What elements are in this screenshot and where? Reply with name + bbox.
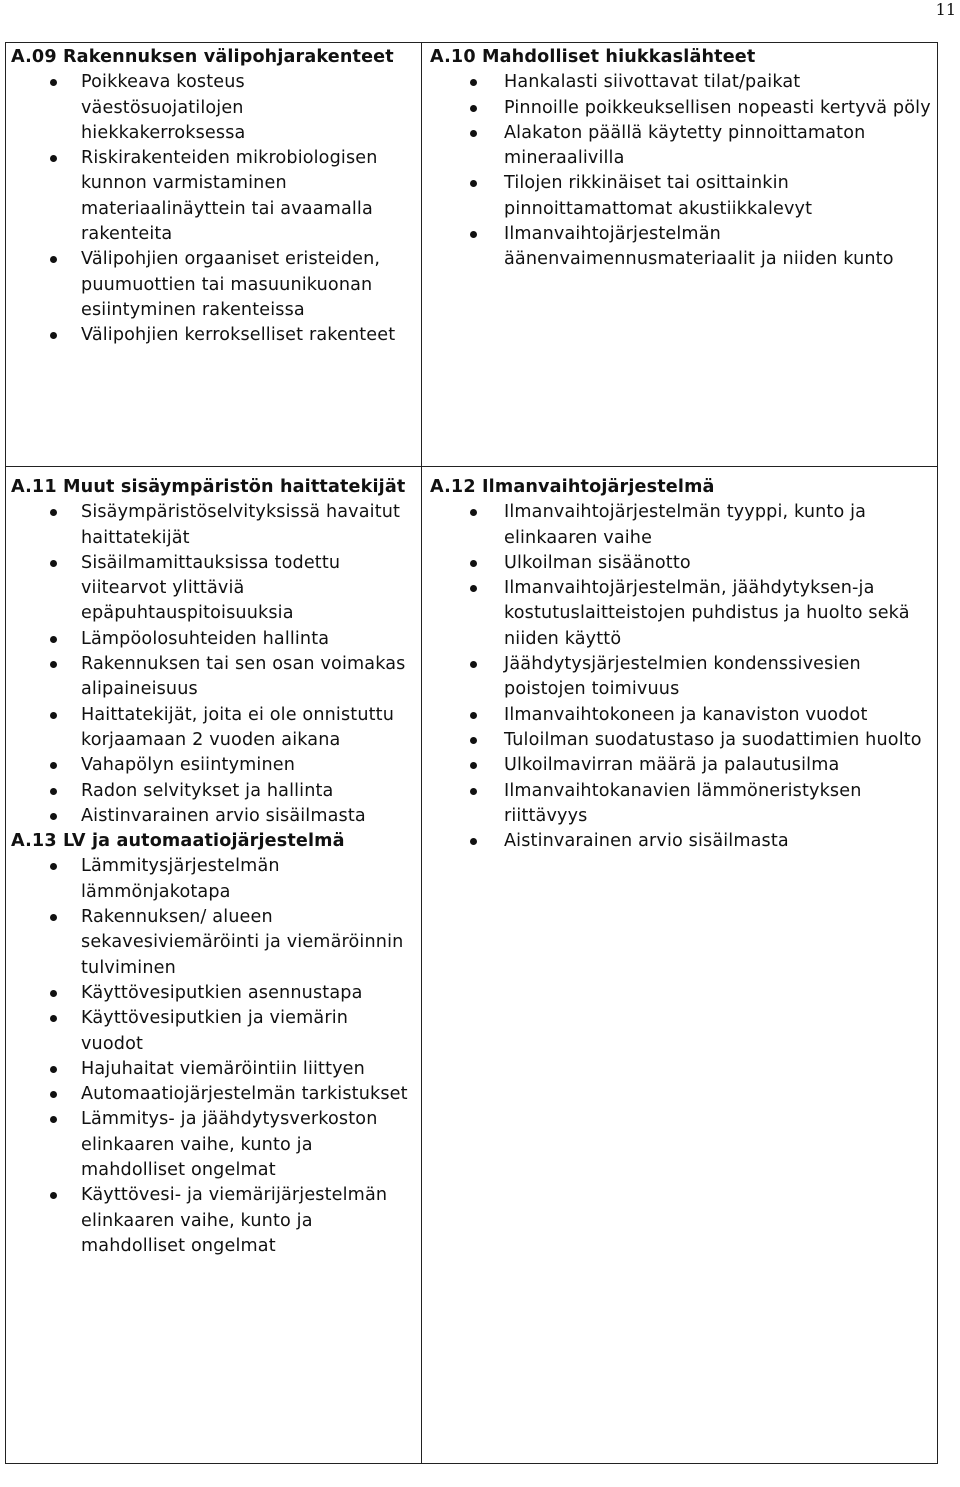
row-divider: [6, 466, 937, 467]
list-item: Poikkeava kosteus väestösuojatilojen hiekkakerroksessa: [11, 70, 407, 146]
item-list-a10: [430, 70, 931, 272]
list-item: Ilmanvaihtojärjestelmän, jäähdytyksen-ja kostutuslaitteistojen puhdistus ja huolto sekä niiden käyttö: [430, 576, 931, 652]
section-title-a09: A.09 Rakennuksen välipohjarakenteet: [11, 47, 394, 67]
list-item: Ulkoilmavirran määrä ja palautusilma: [430, 753, 931, 778]
list-item: Tilojen rikkinäiset tai osittainkin pinnoittamattomat akustiikkalevyt: [430, 171, 931, 222]
list-item: Sisäympäristöselvityksissä havaitut haittatekijät: [11, 500, 415, 551]
checklist-table: [5, 42, 938, 1464]
list-item: Hankalasti siivottavat tilat/paikat: [430, 70, 931, 95]
cell-a10: [422, 45, 939, 273]
list-item: Ulkoilman sisäänotto: [430, 551, 931, 576]
list-item: Haittatekijät, joita ei ole onnistuttu korjaamaan 2 vuoden aikana: [11, 703, 415, 754]
list-item: Tuloilman suodatustaso ja suodattimien huolto: [430, 728, 931, 753]
list-item: Vahapölyn esiintyminen: [11, 753, 415, 778]
list-item: Käyttövesi- ja viemärijärjestelmän elinkaaren vaihe, kunto ja mahdolliset ongelmat: [11, 1183, 415, 1259]
cell-a12: [422, 475, 939, 854]
list-item: Hajuhaitat viemäröintiin liittyen: [11, 1057, 415, 1082]
list-item: Ilmanvaihtokanavien lämmöneristyksen riittävyys: [430, 779, 931, 830]
section-title-a11: A.11 Muut sisäympäristön haittatekijät: [11, 477, 406, 497]
list-item: Ilmanvaihtojärjestelmän äänenvaimennusmateriaalit ja niiden kunto: [430, 222, 931, 273]
list-item: Lämpöolosuhteiden hallinta: [11, 627, 415, 652]
list-item: Aistinvarainen arvio sisäilmasta: [430, 829, 931, 854]
page-number: 11: [935, 0, 956, 19]
list-item: Rakennuksen tai sen osan voimakas alipaineisuus: [11, 652, 415, 703]
list-item: Jäähdytysjärjestelmien kondenssivesien poistojen toimivuus: [430, 652, 931, 703]
item-list-a13: [11, 854, 415, 1259]
list-item: Käyttövesiputkien asennustapa: [11, 981, 415, 1006]
list-item: Sisäilmamittauksissa todettu viitearvot ylittäviä epäpuhtauspitoisuuksia: [11, 551, 415, 627]
item-list-a12: [430, 500, 931, 854]
list-item: Ilmanvaihtojärjestelmän tyyppi, kunto ja elinkaaren vaihe: [430, 500, 931, 551]
list-item: Pinnoille poikkeuksellisen nopeasti kertyvä pöly: [430, 96, 931, 121]
list-item: Lämmitysjärjestelmän lämmönjakotapa: [11, 854, 415, 905]
list-item: Välipohjien orgaaniset eristeiden, puumuottien tai masuunikuonan esiintyminen rakenteissa: [11, 247, 407, 323]
list-item: Välipohjien kerrokselliset rakenteet: [11, 323, 407, 348]
list-item: Riskirakenteiden mikrobiologisen kunnon varmistaminen materiaalinäyttein tai avaamalla rakenteita: [11, 146, 407, 247]
section-title-a10: A.10 Mahdolliset hiukkaslähteet: [430, 47, 756, 67]
section-title-a13: A.13 LV ja automaatiojärjestelmä: [11, 831, 345, 852]
item-list-a09: [11, 70, 407, 348]
list-item: Radon selvitykset ja hallinta: [11, 779, 415, 804]
cell-a11-a13: [6, 475, 421, 1259]
section-title-a12: A.12 Ilmanvaihtojärjestelmä: [430, 477, 715, 497]
list-item: Rakennuksen/ alueen sekavesiviemäröinti ja viemäröinnin tulviminen: [11, 905, 415, 981]
list-item: Lämmitys- ja jäähdytysverkoston elinkaaren vaihe, kunto ja mahdolliset ongelmat: [11, 1107, 415, 1183]
list-item: Aistinvarainen arvio sisäilmasta: [11, 804, 415, 829]
list-item: Käyttövesiputkien ja viemärin vuodot: [11, 1006, 415, 1057]
list-item: Ilmanvaihtokoneen ja kanaviston vuodot: [430, 703, 931, 728]
item-list-a11: [11, 500, 415, 829]
list-item: Alakaton päällä käytetty pinnoittamaton mineraalivilla: [430, 121, 931, 172]
list-item: Automaatiojärjestelmän tarkistukset: [11, 1082, 415, 1107]
cell-a09: [6, 45, 421, 349]
